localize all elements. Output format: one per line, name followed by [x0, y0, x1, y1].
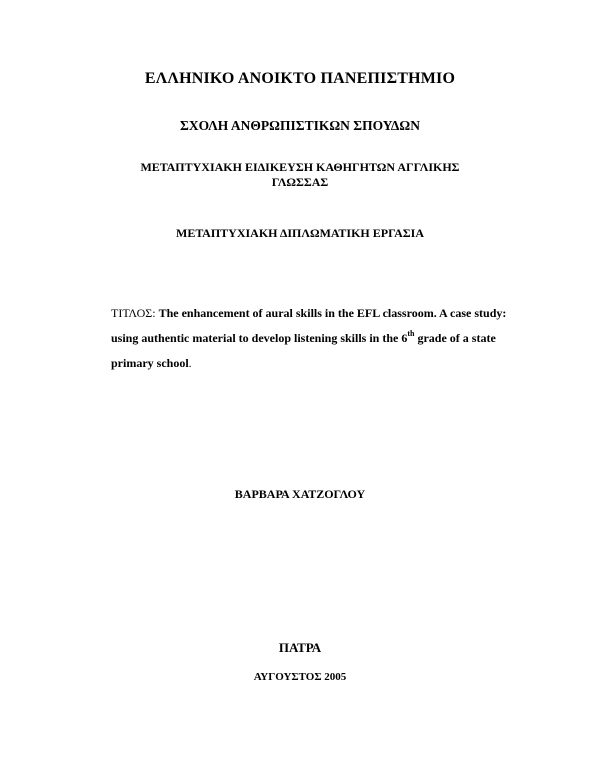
school-name: ΣΧΟΛΗ ΑΝΘΡΩΠΙΣΤΙΚΩΝ ΣΠΟΥΔΩΝ: [180, 118, 420, 133]
author-name: ΒΑΡΒΑΡΑ ΧΑΤΖΟΓΛΟΥ: [234, 487, 366, 501]
city: ΠΑΤΡΑ: [278, 640, 322, 655]
title-text: The enhancement of aural skills in the EFL classroom. A case study: using authentic material to develop listening skills in the 6: [111, 306, 507, 345]
title-end-punct: .: [188, 356, 192, 370]
specialization-name: ΜΕΤΑΠΤΥΧΙΑΚΗ ΕΙΔΙΚΕΥΣΗ ΚΑΘΗΓΗΤΩΝ ΑΓΓΛΙΚΗΣ ΓΛΩΣΣΑΣ: [140, 160, 460, 189]
thesis-type: ΜΕΤΑΠΤΥΧΙΑΚΗ ΔΙΠΛΩΜΑΤΙΚΗ ΕΡΓΑΣΙΑ: [176, 226, 424, 240]
submission-date: ΑΥΓΟΥΣΤΟΣ 2005: [253, 671, 347, 683]
university-name: ΕΛΛΗΝΙΚΟ ΑΝΟΙΚΤΟ ΠΑΝΕΠΙΣΤΗΜΙΟ: [144, 70, 456, 87]
title-text-end: grade of a state primary school: [111, 331, 496, 370]
title-label: ΤΙΤΛΟΣ:: [111, 306, 156, 320]
title-superscript: th: [407, 329, 415, 338]
thesis-title: [111, 301, 531, 376]
